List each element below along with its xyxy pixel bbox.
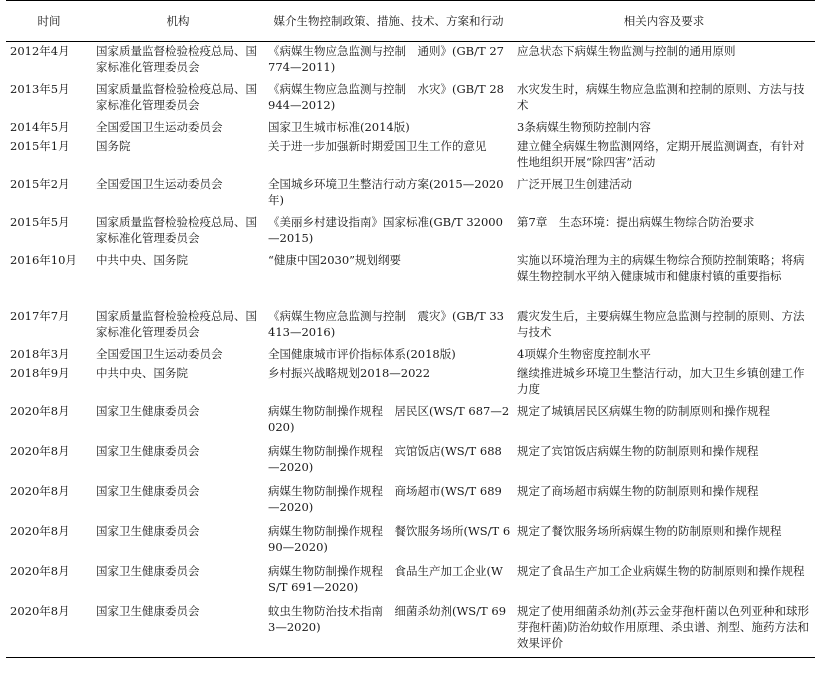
cell-time: 2020年8月 — [10, 483, 70, 498]
cell-requirements: 震灾发生后，主要病媒生物应急监测与控制的原则、方法与技术 — [517, 308, 805, 339]
cell-requirements: 4项媒介生物密度控制水平 — [517, 346, 651, 361]
table-row — [6, 42, 815, 80]
cell-requirements: 规定了商场超市病媒生物的防制原则和操作规程 — [517, 483, 759, 498]
table-row — [6, 137, 815, 175]
table-row — [6, 345, 815, 364]
table-row — [6, 482, 815, 522]
cell-requirements: 规定了城镇居民区病媒生物的防制原则和操作规程 — [517, 403, 770, 418]
cell-requirements: 广泛开展卫生创建活动 — [517, 176, 632, 191]
cell-org: 全国爱国卫生运动委员会 — [96, 346, 223, 361]
cell-policy: 病媒生物防制操作规程 食品生产加工企业(WS/T 691—2020) — [268, 563, 503, 594]
cell-org: 国家卫生健康委员会 — [96, 403, 200, 418]
cell-policy: 《病媒生物应急监测与控制 通则》(GB/T 27774—2011) — [268, 44, 504, 74]
cell-org: 国家质量监督检验检疫总局、国家标准化管理委员会 — [96, 308, 257, 339]
table-row — [6, 213, 815, 251]
cell-time: 2013年5月 — [10, 81, 70, 96]
table-header — [6, 1, 815, 42]
cell-time: 2018年9月 — [10, 365, 70, 380]
cell-time: 2015年2月 — [10, 176, 70, 191]
cell-requirements: 3条病媒生物预防控制内容 — [517, 119, 651, 134]
table-body — [6, 42, 815, 658]
cell-policy: 乡村振兴战略规划2018—2022 — [268, 365, 431, 380]
table-row — [6, 251, 815, 307]
header-requirements: 相关内容及要求 — [623, 14, 705, 28]
cell-org: 国家质量监督检验检疫总局、国家标准化管理委员会 — [96, 81, 257, 112]
cell-time: 2020年8月 — [10, 403, 70, 418]
cell-policy: 《美丽乡村建设指南》国家标准(GB/T 32000—2015) — [268, 214, 503, 245]
cell-time: 2020年8月 — [10, 603, 70, 618]
table-row — [6, 118, 815, 137]
cell-org: 国家卫生健康委员会 — [96, 523, 200, 538]
cell-org: 国务院 — [96, 138, 131, 153]
cell-org: 国家卫生健康委员会 — [96, 603, 200, 618]
policy-table — [6, 0, 815, 658]
cell-requirements: 规定了宾馆饭店病媒生物的防制原则和操作规程 — [517, 443, 759, 458]
table-row — [6, 175, 815, 213]
cell-requirements: 应急状态下病媒生物监测与控制的通用原则 — [517, 44, 736, 58]
cell-time: 2012年4月 — [10, 44, 70, 58]
table-row — [6, 522, 815, 562]
cell-policy: 病媒生物防制操作规程 宾馆饭店(WS/T 688—2020) — [268, 443, 502, 474]
cell-time: 2020年8月 — [10, 523, 70, 538]
table-row — [6, 364, 815, 402]
cell-org: 国家质量监督检验检疫总局、国家标准化管理委员会 — [96, 214, 257, 245]
cell-time: 2018年3月 — [10, 346, 70, 361]
cell-policy: 全国健康城市评价指标体系(2018版) — [268, 346, 456, 361]
table-row — [6, 402, 815, 442]
cell-requirements: 水灾发生时，病媒生物应急监测和控制的原则、方法与技术 — [517, 81, 805, 112]
cell-policy: 病媒生物防制操作规程 居民区(WS/T 687—2020) — [268, 403, 510, 434]
table-row — [6, 562, 815, 602]
cell-time: 2020年8月 — [10, 443, 70, 458]
cell-policy: 关于进一步加强新时期爱国卫生工作的意见 — [268, 138, 487, 153]
table-row — [6, 80, 815, 118]
cell-policy: 《病媒生物应急监测与控制 水灾》(GB/T 28944—2012) — [268, 81, 504, 112]
cell-org: 中共中央、国务院 — [96, 252, 188, 267]
cell-time: 2017年7月 — [10, 308, 70, 323]
cell-requirements: 规定了使用细菌杀幼剂(苏云金芽孢杆菌以色列亚种和球形芽孢杆菌)防治幼蚊作用原理、杀虫谱、剂型、施药方法和效果评价 — [517, 603, 809, 650]
cell-requirements: 规定了食品生产加工企业病媒生物的防制原则和操作规程 — [517, 563, 805, 578]
cell-org: 国家卫生健康委员会 — [96, 483, 200, 498]
cell-requirements: 建立健全病媒生物监测网络，定期开展监测调查，有针对性地组织开展“除四害”活动 — [517, 138, 805, 169]
cell-policy: 病媒生物防制操作规程 商场超市(WS/T 689—2020) — [268, 483, 502, 514]
cell-org: 国家卫生健康委员会 — [96, 563, 200, 578]
cell-requirements: 第7章 生态环境：提出病媒生物综合防治要求 — [517, 214, 755, 229]
table-row — [6, 442, 815, 482]
cell-policy: 病媒生物防制操作规程 餐饮服务场所(WS/T 690—2020) — [268, 523, 511, 554]
cell-org: 全国爱国卫生运动委员会 — [96, 176, 223, 191]
cell-time: 2015年1月 — [10, 138, 70, 153]
cell-time: 2020年8月 — [10, 563, 70, 578]
cell-requirements: 实施以环境治理为主的病媒生物综合预防控制策略；将病媒生物控制水平纳入健康城市和健康村镇的重要指标 — [517, 252, 805, 283]
cell-org: 国家卫生健康委员会 — [96, 443, 200, 458]
cell-policy: 国家卫生城市标准(2014版) — [268, 119, 410, 134]
cell-time: 2014年5月 — [10, 119, 70, 134]
cell-policy: “健康中国2030”规划纲要 — [268, 252, 402, 267]
cell-time: 2015年5月 — [10, 214, 70, 229]
header-time: 时间 — [37, 14, 61, 28]
table-row — [6, 602, 815, 658]
cell-time: 2016年10月 — [10, 252, 77, 267]
cell-requirements: 继续推进城乡环境卫生整洁行动，加大卫生乡镇创建工作力度 — [517, 365, 805, 396]
cell-requirements: 规定了餐饮服务场所病媒生物的防制原则和操作规程 — [517, 523, 782, 538]
header-org: 机构 — [166, 14, 190, 28]
header-policy: 媒介生物控制政策、措施、技术、方案和行动 — [273, 14, 504, 28]
table-row — [6, 307, 815, 345]
cell-org: 全国爱国卫生运动委员会 — [96, 119, 223, 134]
cell-policy: 蚊虫生物防治技术指南 细菌杀幼剂(WS/T 693—2020) — [268, 603, 507, 634]
cell-org: 中共中央、国务院 — [96, 365, 188, 380]
cell-org: 国家质量监督检验检疫总局、国家标准化管理委员会 — [96, 44, 257, 74]
cell-policy: 全国城乡环境卫生整洁行动方案(2015—2020年) — [268, 176, 504, 207]
cell-policy: 《病媒生物应急监测与控制 震灾》(GB/T 33413—2016) — [268, 308, 504, 339]
header-row — [6, 1, 815, 42]
